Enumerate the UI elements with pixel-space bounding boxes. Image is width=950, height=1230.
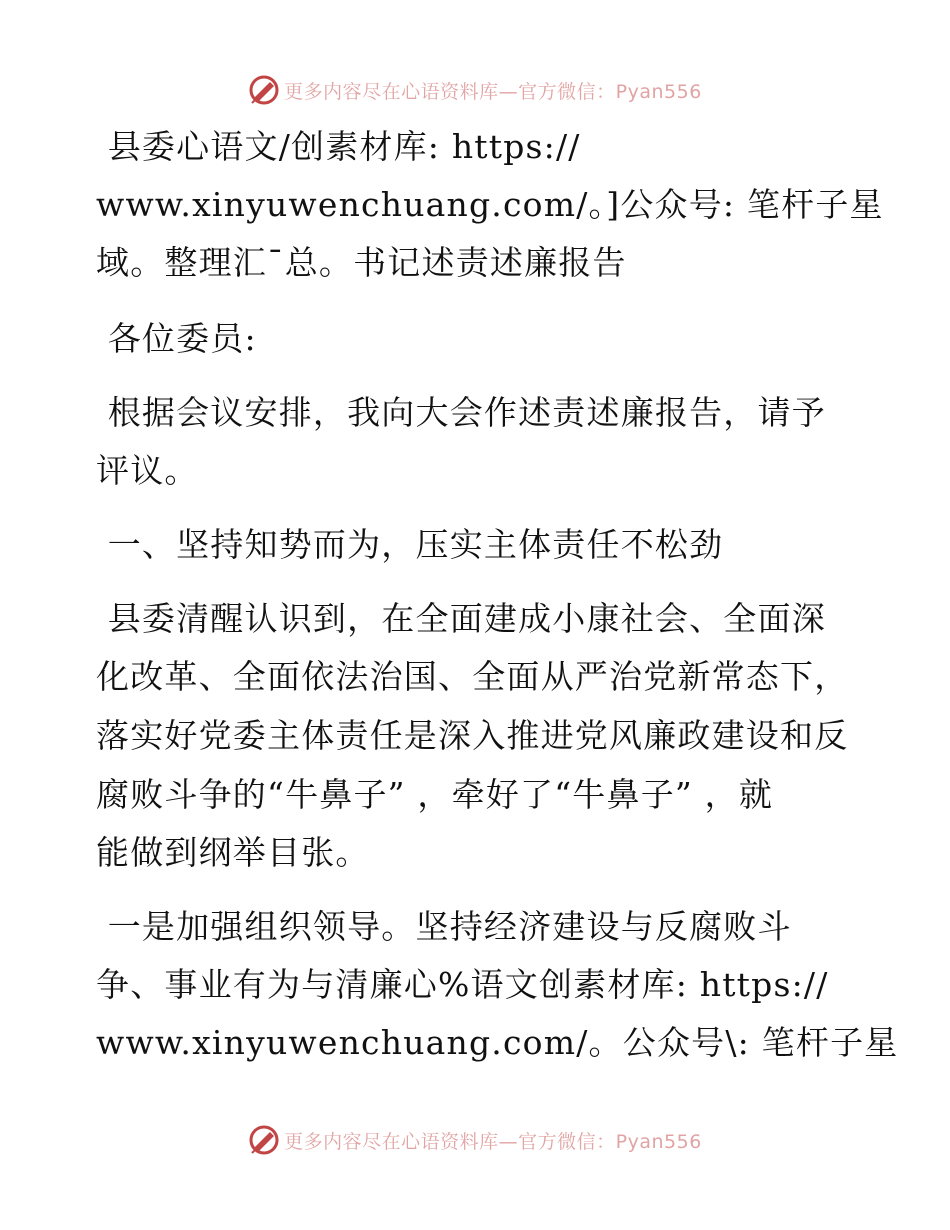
text-line: 县委心语文/创素材库: https:// <box>96 127 581 166</box>
footer-watermark <box>0 1122 950 1158</box>
text-line: www.xinyuwenchuang.com/。]公众号: 笔杆子星 <box>96 185 884 224</box>
pen-logo-icon <box>248 74 280 106</box>
pen-logo-icon <box>248 1124 280 1156</box>
text-line: 根据会议安排，我向大会作述责述廉报告，请予 <box>96 393 826 432</box>
header-watermark <box>0 72 950 108</box>
header-watermark-text: 更多内容尽在心语资料库—官方微信：Pyan556 <box>284 80 702 103</box>
text-line: 争、事业有为与清廉心%语文创素材库: https:// <box>96 965 829 1004</box>
text-line: 县委清醒认识到，在全面建成小康社会、全面深 <box>96 599 826 638</box>
text-line: www.xinyuwenchuang.com/。公众号\: 笔杆子星 <box>96 1023 899 1062</box>
text-line: 化改革、全面依法治国、全面从严治党新常态下， <box>96 657 849 696</box>
footer-watermark-text: 更多内容尽在心语资料库—官方微信：Pyan556 <box>284 1130 702 1153</box>
text-line: 评议。 <box>96 451 199 490</box>
text-line: 能做到纲举目张。 <box>96 833 370 872</box>
text-line: 腐败斗争的“牛鼻子” ，牵好了“牛鼻子” ，就 <box>96 775 774 814</box>
text-line: 各位委员: <box>96 319 257 358</box>
text-line: 落实好党委主体责任是深入推进党风廉政建设和反 <box>96 716 849 755</box>
section-heading: 一、坚持知势而为，压实主体责任不松劲 <box>96 525 724 564</box>
text-line: 域。整理汇¯总。书记述责述廉报告 <box>96 243 627 282</box>
text-line: 一是加强组织领导。坚持经济建设与反腐败斗 <box>96 907 792 946</box>
